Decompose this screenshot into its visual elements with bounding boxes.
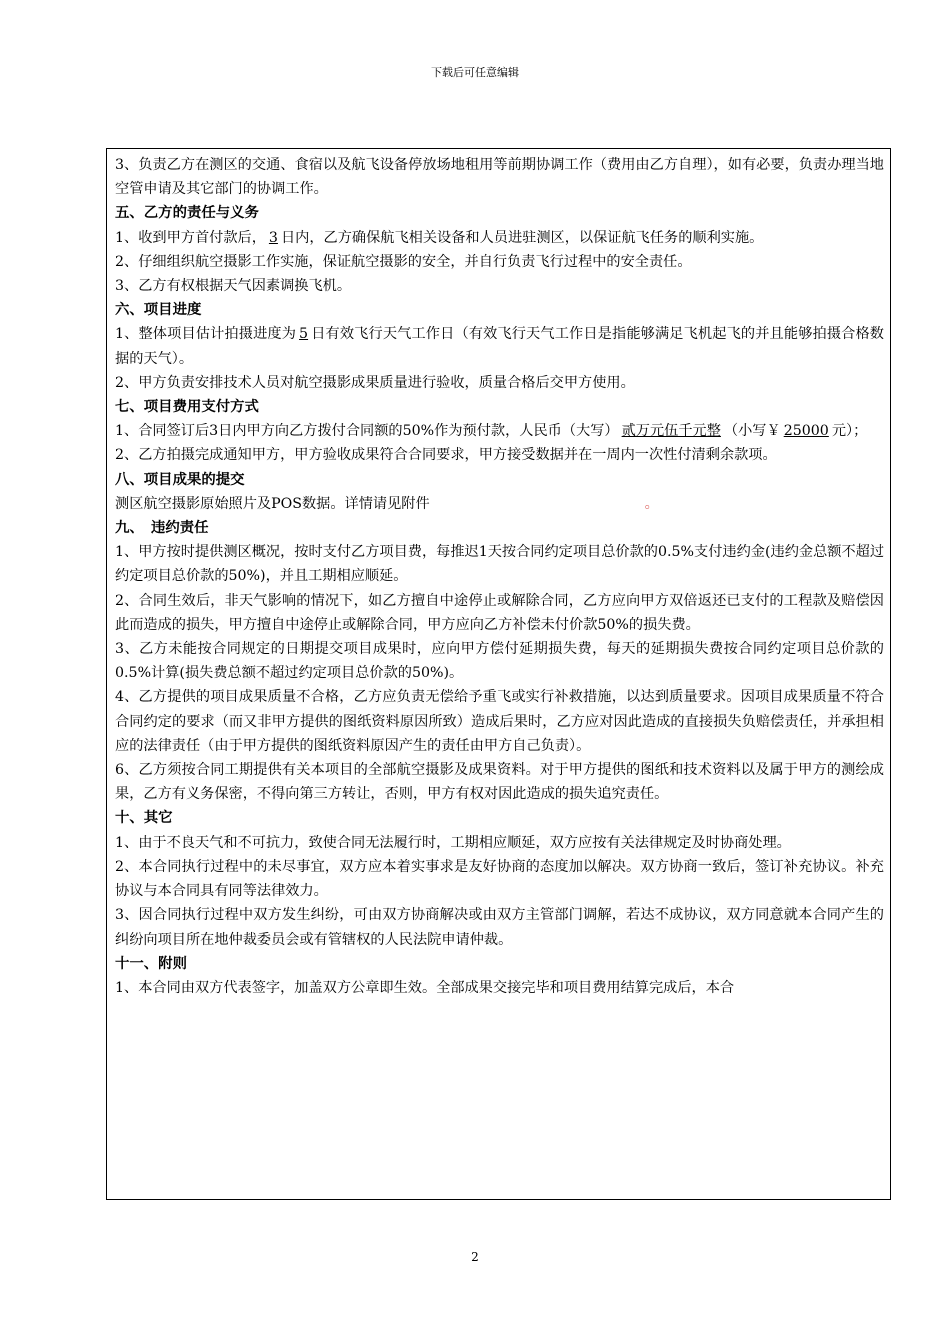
clause-5-1-a: 1、收到甲方首付款后， (115, 229, 266, 246)
section-8-title: 八、项目成果的提交 (115, 470, 245, 488)
clause-5-3: 3、乙方有权根据天气因素调换飞机。 (115, 278, 352, 295)
section-11-title: 十一、附则 (115, 954, 187, 972)
clause-6-1-a: 1、整体项目估计拍摄进度为 (115, 326, 297, 343)
clause-6-1 (115, 322, 884, 370)
clause-10-3: 3、因合同执行过程中双方发生纠纷，可由双方协商解决或由双方主管部门调解，若达不成协议，双方同意就本合同产生的纠纷向项目所在地仲裁委员会或有管辖权的人民法院申请仲裁。 (115, 907, 884, 948)
schedule-days-value: 5 (299, 326, 309, 343)
amount-chinese-value: 贰万元伍千元整 (621, 423, 721, 440)
clause-9-6: 6、乙方须按合同工期提供有关本项目的全部航空摄影及成果资料。对于甲方提供的图纸和技术资料以及属于甲方的测绘成果，乙方有义务保密，不得向第三方转让，否则，甲方有权对因此造成的损失追究责任。 (115, 762, 884, 803)
clause-4-3: 3、负责乙方在测区的交通、食宿以及航飞设备停放场地租用等前期协调工作（费用由乙方自理），如有必要，负责办理当地空管申请及其它部门的协调工作。 (115, 157, 884, 198)
clause-5-1 (115, 226, 884, 250)
clause-7-2: 2、乙方拍摄完成通知甲方，甲方验收成果符合合同要求，甲方接受数据并在一周内一次性付清剩余款项。 (115, 447, 777, 464)
clause-6-1-b: 日有效飞行天气工作日（有效飞行天气工作日是指能够满足飞机起飞的并且能够拍摄合格数据的天气）。 (115, 326, 884, 367)
red-mark: 。 (644, 495, 659, 512)
section-6-title: 六、项目进度 (115, 301, 202, 319)
contract-body (106, 148, 891, 1200)
clause-7-1 (115, 419, 884, 443)
clause-5-2: 2、仔细组织航空摄影工作实施，保证航空摄影的安全，并自行负责飞行过程中的安全责任。 (115, 253, 692, 270)
clause-10-1: 1、由于不良天气和不可抗力，致使合同无法履行时，工期相应顺延，双方应按有关法律规定及时协商处理。 (115, 834, 791, 851)
clause-9-2: 2、合同生效后，非天气影响的情况下，如乙方擅自中途停止或解除合同，乙方应向甲方双倍返还已支付的工程款及赔偿因此而造成的损失，甲方擅自中途停止或解除合同，甲方应向乙方补偿未付价款50%的损失费。 (115, 592, 884, 633)
page-header: 下载后可任意编辑 (431, 66, 519, 79)
page-number: 2 (471, 1250, 479, 1264)
clause-10-2: 2、本合同执行过程中的未尽事宜，双方应本着实事求是友好协商的态度加以解决。双方协商一致后，签订补充协议。补充协议与本合同具有同等法律效力。 (115, 858, 884, 900)
clause-5-1-b: 日内，乙方确保航飞相关设备和人员进驻测区，以保证航飞任务的顺利实施。 (280, 229, 764, 246)
clause-9-4: 4、乙方提供的项目成果质量不合格，乙方应负责无偿给予重飞或实行补救措施，以达到质量要求。因项目成果质量不符合合同约定的要求（而又非甲方提供的图纸资料原因所致）造成后果时，乙方应对因此造成的直接损失负赔偿责任，并承担相应的法律责任（由于甲方提供的图纸资料原因产生的责任由甲方自己负责）。 (115, 689, 884, 754)
clause-9-3: 3、乙方未能按合同规定的日期提交项目成果时，应向甲方偿付延期损失费，每天的延期损失费按合同约定项目总价款的0.5%计算(损失费总额不超过约定项目总价款的50%)。 (115, 641, 884, 682)
section-7-title: 七、项目费用支付方式 (115, 398, 259, 416)
clause-6-2: 2、甲方负责安排技术人员对航空摄影成果质量进行验收，质量合格后交甲方使用。 (115, 374, 635, 391)
clause-7-1-a: 1、合同签订后3日内甲方向乙方拨付合同额的50%作为预付款，人民币（大写） (115, 423, 619, 440)
section-9-title: 九、 违约责任 (115, 519, 209, 537)
clause-8-1 (115, 492, 884, 516)
deploy-days-value: 3 (268, 229, 278, 246)
clause-7-1-b: （小写￥ (723, 423, 781, 440)
clause-8-1-text: 测区航空摄影原始照片及POS数据。详情请见附件 (115, 495, 430, 512)
section-10-title: 十、其它 (115, 809, 173, 827)
clause-11-1: 1、本合同由双方代表签字，加盖双方公章即生效。全部成果交接完毕和项目费用结算完成后，本合 (115, 979, 735, 996)
clause-9-1: 1、甲方按时提供测区概况，按时支付乙方项目费，每推迟1天按合同约定项目总价款的0.5%支付违约金(违约金总额不超过约定项目总价款的50%)，并且工期相应顺延。 (115, 544, 885, 585)
section-5-title: 五、乙方的责任与义务 (115, 204, 259, 222)
clause-7-1-c: 元）； (831, 423, 868, 440)
amount-number-value: 25000 (783, 423, 829, 440)
